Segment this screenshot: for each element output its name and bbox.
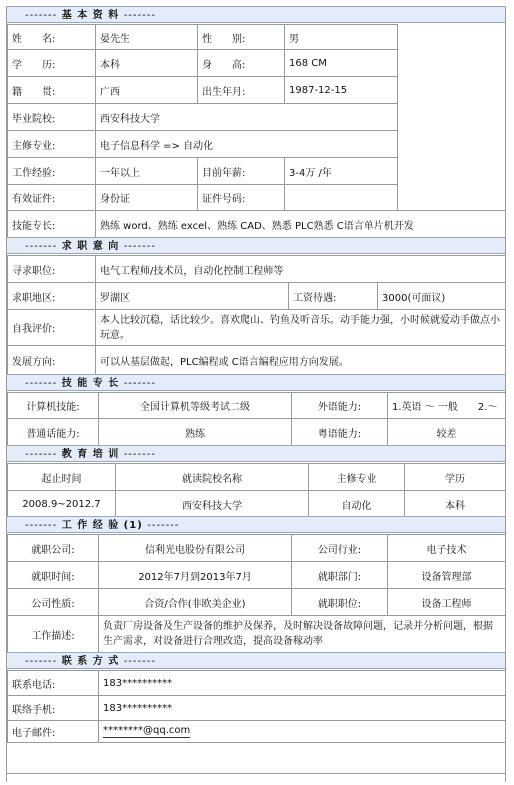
section-dash: -------	[25, 520, 58, 531]
page-bottom-rule	[7, 773, 505, 774]
work-table	[7, 534, 506, 653]
direction-value: 可以从基层做起，PLC编程或 C语言编程应用方向发展。	[96, 346, 506, 375]
school-label: 毕业院校:	[8, 104, 96, 131]
phone-value: 183**********	[99, 671, 506, 696]
section-education-header	[7, 445, 505, 462]
contact-table	[7, 670, 506, 743]
section-dash: -------	[123, 241, 156, 252]
skill-value: 熟练 word、熟练 excel、熟练 CAD、熟悉 PLC熟悉 C语言单片机开发	[96, 211, 506, 238]
email-cell	[99, 721, 506, 743]
section-dash: -------	[123, 10, 156, 21]
job-post-value: 设备工程师	[388, 589, 506, 616]
section-dash: -------	[25, 378, 58, 389]
email-label: 电子邮件:	[8, 721, 99, 743]
salary-label: 目前年薪:	[198, 158, 285, 185]
resume-page	[6, 6, 506, 782]
work-time-label: 就职时间:	[8, 562, 99, 589]
height-label: 身 高:	[198, 50, 285, 77]
direction-label: 发展方向:	[8, 346, 96, 375]
edu-school: 西安科技大学	[116, 491, 309, 519]
self-eval-value: 本人比较沉稳，话比较少。喜欢爬山、钓鱼及听音乐。动手能力强，小时候就爱动手做点小玩意。	[96, 310, 506, 346]
section-title-contact: 联 系 方 式	[61, 656, 120, 667]
edu-header-period: 起止时间	[8, 464, 116, 491]
school-value: 西安科技大学	[96, 104, 398, 131]
section-title-education: 教 育 培 训	[61, 449, 120, 460]
pay-label: 工资待遇:	[289, 283, 378, 310]
section-title-work: 工 作 经 验 (1)	[61, 520, 143, 531]
gender-value: 男	[285, 25, 398, 50]
id-label: 有效证件:	[8, 185, 96, 211]
company-label: 就职公司:	[8, 535, 99, 562]
section-dash: -------	[25, 656, 58, 667]
edu-header-school: 就读院校名称	[116, 464, 309, 491]
section-dash: -------	[25, 10, 58, 21]
department-value: 设备管理部	[388, 562, 506, 589]
name-label: 姓 名:	[8, 25, 96, 50]
intent-table	[7, 255, 506, 375]
section-dash: -------	[147, 520, 180, 531]
birth-label: 出生年月:	[198, 77, 285, 104]
edu-degree: 本科	[405, 491, 506, 519]
computer-skill-value: 全国计算机等级考试二级	[99, 393, 292, 419]
salary-value: 3-4万 /年	[285, 158, 398, 185]
idno-value	[285, 185, 398, 211]
cantonese-label: 粤语能力:	[292, 419, 388, 446]
section-dash: -------	[25, 449, 58, 460]
section-dash: -------	[123, 449, 156, 460]
email-link[interactable]: ********@qq.com	[103, 725, 191, 736]
origin-label: 籍 贯:	[8, 77, 96, 104]
edu-header-degree: 学历	[405, 464, 506, 491]
edu-header-major: 主修专业	[309, 464, 405, 491]
section-title-skills: 技 能 专 长	[61, 378, 120, 389]
department-label: 就职部门:	[292, 562, 388, 589]
position-label: 寻求职位:	[8, 256, 96, 283]
edu-period: 2008.9~2012.7	[8, 491, 116, 519]
industry-value: 电子技术	[388, 535, 506, 562]
job-post-label: 就职职位:	[292, 589, 388, 616]
self-eval-label: 自我评价:	[8, 310, 96, 346]
mandarin-label: 普通话能力:	[8, 419, 99, 446]
section-dash: -------	[25, 241, 58, 252]
mandarin-value: 熟练	[99, 419, 292, 446]
work-time-value: 2012年7月到2013年7月	[99, 562, 292, 589]
section-skills-header	[7, 374, 505, 391]
section-title-basic: 基 本 资 料	[61, 10, 120, 21]
id-value: 身份证	[96, 185, 198, 211]
section-basic-header	[7, 6, 505, 23]
job-desc-label: 工作描述:	[8, 616, 99, 653]
birth-value: 1987-12-15	[285, 77, 398, 104]
section-contact-header	[7, 652, 505, 669]
job-desc-value: 负责厂房设备及生产设备的维护及保养，及时解决设备故障问题，记录并分析问题，根据生产需求，对设备进行合理改造，提高设备稼动率	[99, 616, 506, 653]
education-table	[7, 463, 506, 519]
exp-label: 工作经验:	[8, 158, 96, 185]
edu-major: 自动化	[309, 491, 405, 519]
cantonese-value: 较差	[388, 419, 506, 446]
major-label: 主修专业:	[8, 131, 96, 158]
company-nature-value: 合资/合作(非欧美企业)	[99, 589, 292, 616]
area-value: 罗湖区	[96, 283, 289, 310]
exp-value: 一年以上	[96, 158, 198, 185]
idno-label: 证件号码:	[198, 185, 285, 211]
name-value: 晏先生	[96, 25, 198, 50]
company-value: 信利光电股份有限公司	[99, 535, 292, 562]
height-value: 168 CM	[285, 50, 398, 77]
position-value: 电气工程师/技术员，自动化控制工程师等	[96, 256, 506, 283]
basic-info-table	[7, 24, 398, 211]
table-row	[8, 491, 506, 519]
area-label: 求职地区:	[8, 283, 96, 310]
foreign-lang-value: 1.英语 ～ 一般 2.～	[388, 393, 506, 419]
section-dash: -------	[123, 656, 156, 667]
industry-label: 公司行业:	[292, 535, 388, 562]
edu-value: 本科	[96, 50, 198, 77]
edu-label: 学 历:	[8, 50, 96, 77]
mobile-value: 183**********	[99, 696, 506, 721]
computer-skill-label: 计算机技能:	[8, 393, 99, 419]
section-intent-header	[7, 237, 505, 254]
skills-table	[7, 392, 506, 446]
major-value: 电子信息科学 => 自动化	[96, 131, 398, 158]
mobile-label: 联络手机:	[8, 696, 99, 721]
foreign-lang-label: 外语能力:	[292, 393, 388, 419]
phone-label: 联系电话:	[8, 671, 99, 696]
gender-label: 性 别:	[198, 25, 285, 50]
origin-value: 广西	[96, 77, 198, 104]
skill-row-table	[7, 210, 506, 238]
company-nature-label: 公司性质:	[8, 589, 99, 616]
section-work-header	[7, 516, 505, 533]
section-dash: -------	[123, 378, 156, 389]
section-title-intent: 求 职 意 向	[61, 241, 120, 252]
skill-label: 技能专长:	[8, 211, 96, 238]
pay-value: 3000(可面议)	[378, 283, 506, 310]
